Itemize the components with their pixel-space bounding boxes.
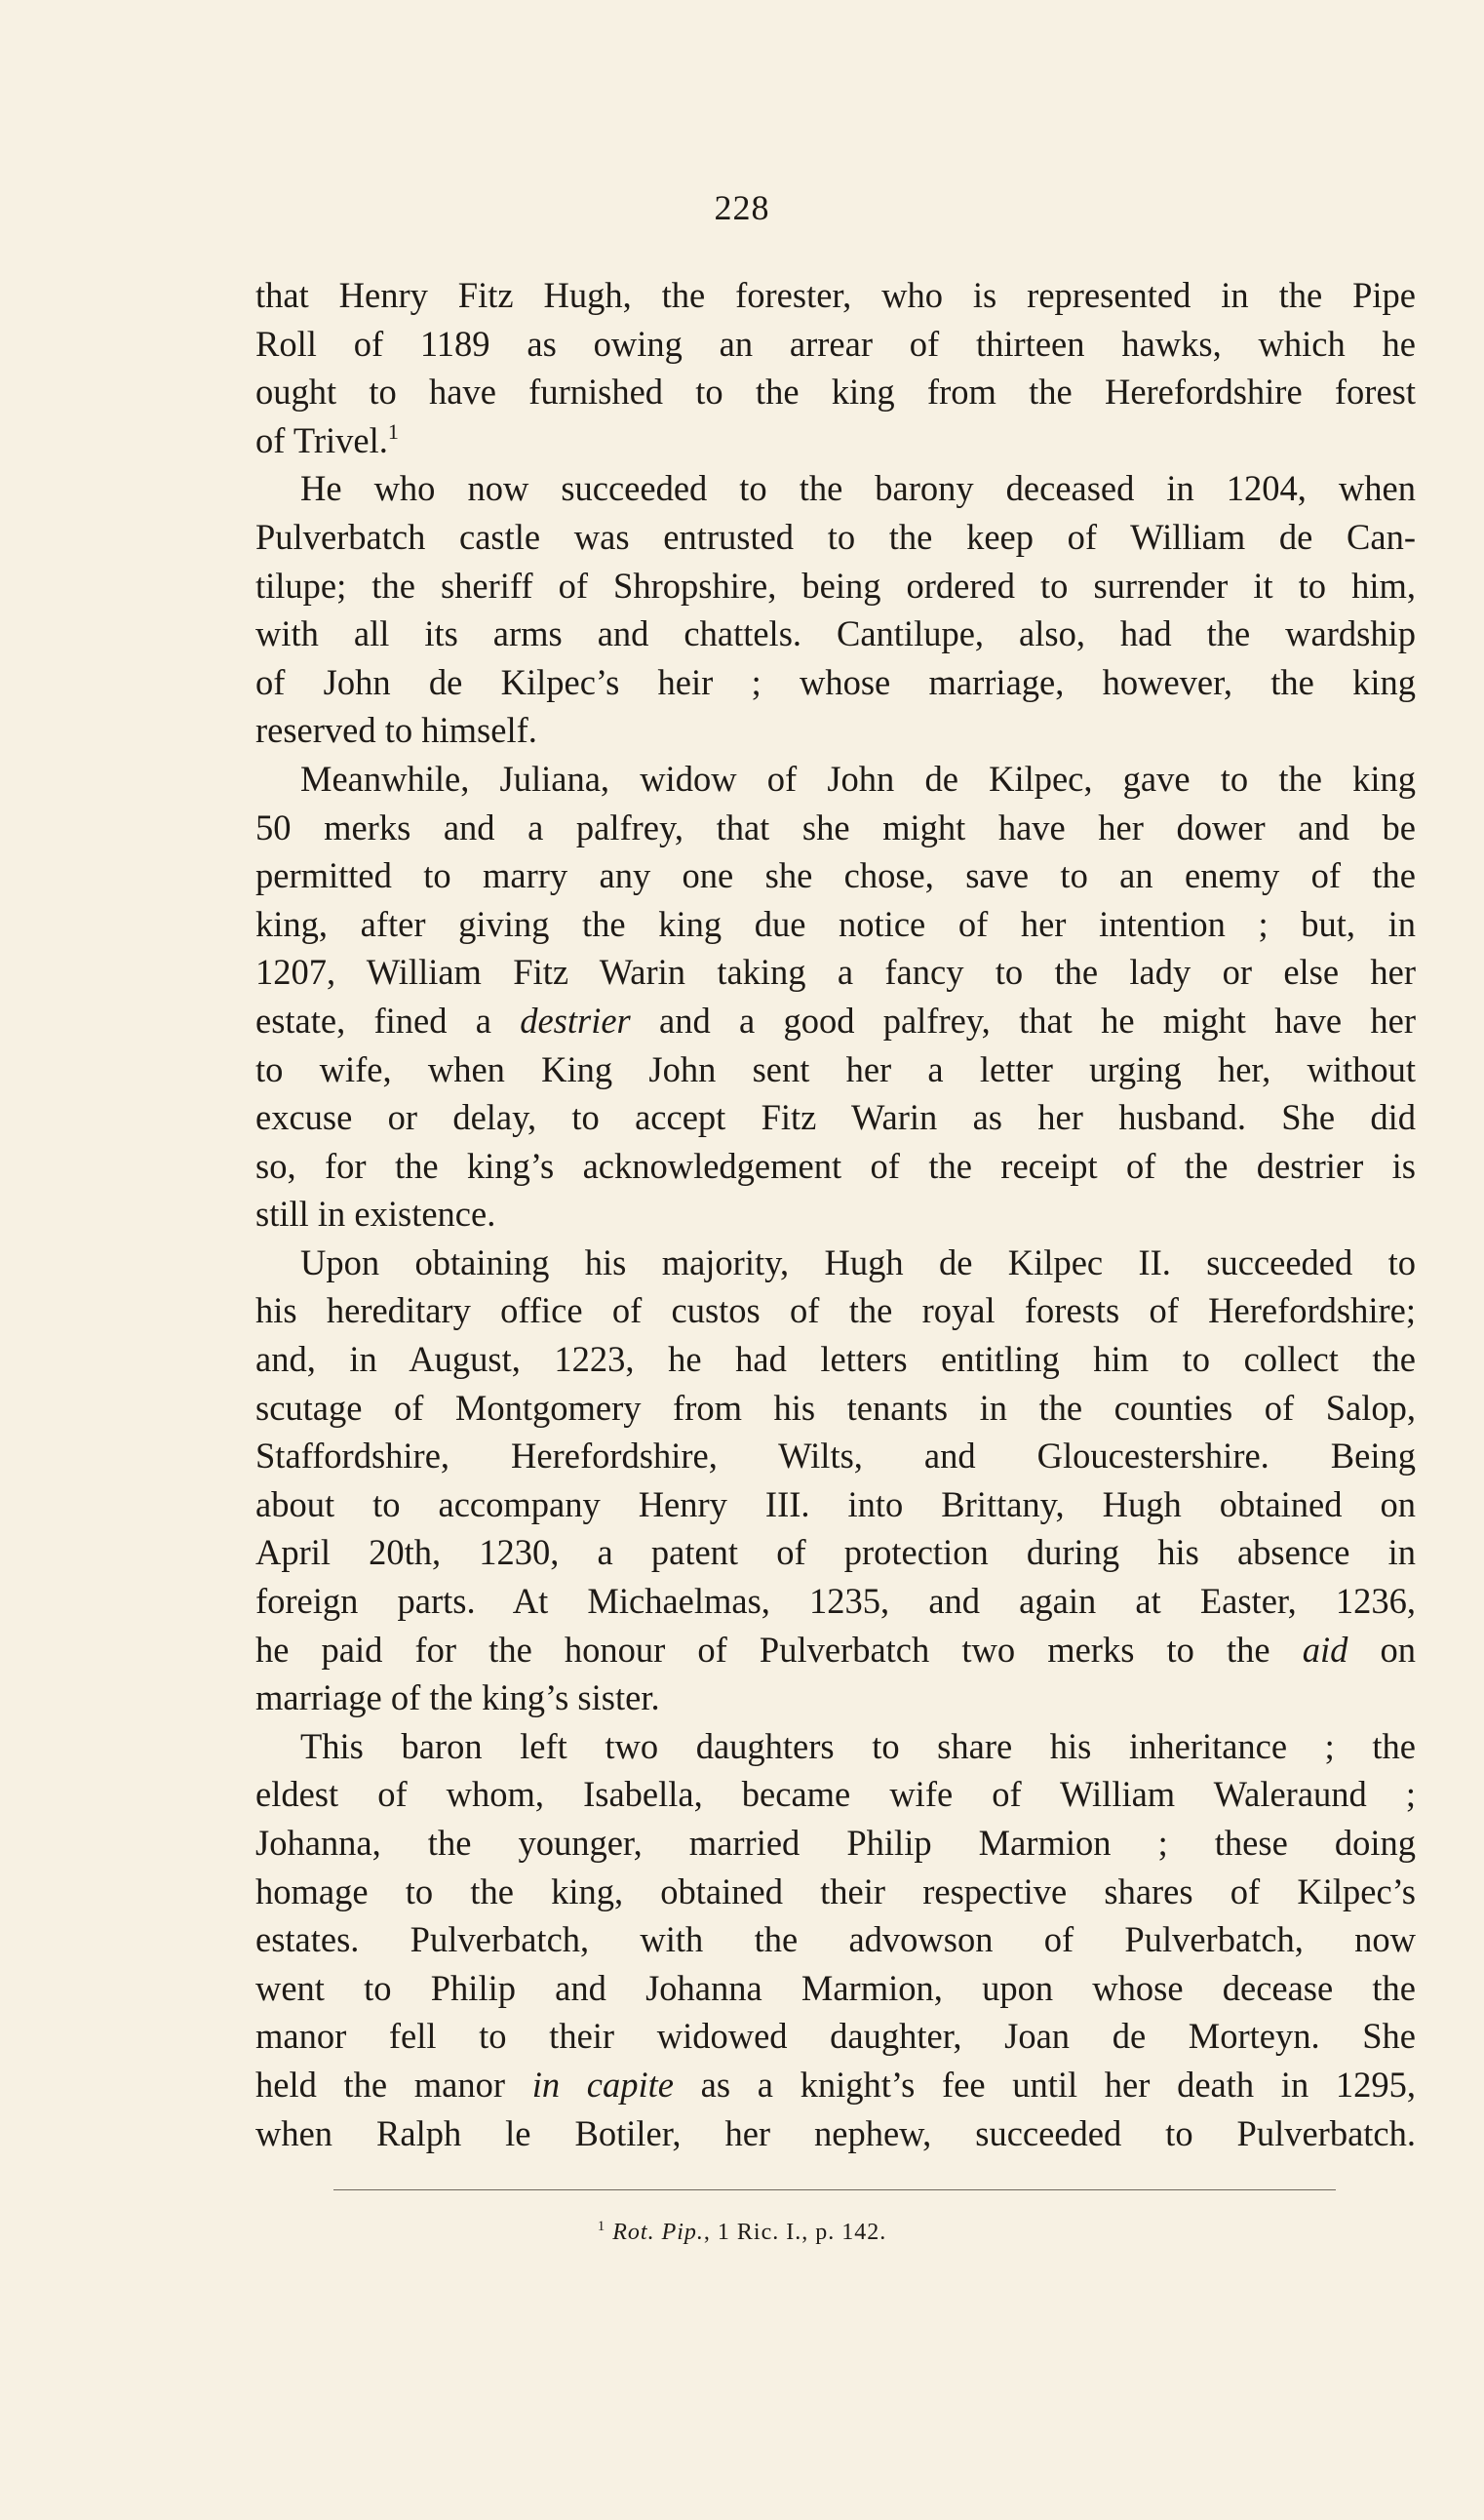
paragraph-4 (255, 1239, 1416, 1722)
paragraph-5 (255, 1722, 1416, 2157)
text-line: king, after giving the king due notice of her intention ; but, in (255, 903, 1416, 944)
text-line: that Henry Fitz Hugh, the forester, who is represented in the Pipe (255, 275, 1416, 315)
paragraph-1 (255, 271, 1416, 464)
page-number: 228 (714, 188, 770, 227)
text-segment: held the manor (255, 2064, 532, 2105)
footnote (0, 2220, 1484, 2246)
text-line: Staffordshire, Herefordshire, Wilts, and Gloucestershire. Being (255, 1436, 1416, 1477)
text-segment: estate, fined a (255, 1000, 521, 1041)
text-line: homage to the king, obtained their respective shares of Kilpec’s (255, 1870, 1416, 1911)
text-line: Roll of 1189 as owing an arrear of thirteen hawks, which he (255, 323, 1416, 364)
text-line: his hereditary office of custos of the royal forests of Herefordshire; (255, 1290, 1416, 1331)
text-line: 1207, William Fitz Warin taking a fancy to the lady or else her (255, 952, 1416, 993)
footnote-citation: , 1 Ric. I., p. 142. (703, 2220, 887, 2245)
text-line (255, 2061, 1416, 2109)
text-line: of John de Kilpec’s heir ; whose marriage, however, the king (255, 661, 1416, 702)
text-segment: on (1347, 1629, 1416, 1670)
italic-term: aid (1302, 1629, 1348, 1670)
text-line: scutage of Montgomery from his tenants in the counties of Salop, (255, 1387, 1416, 1428)
italic-term: in capite (531, 2064, 674, 2105)
footnote-source: Rot. Pip. (612, 2220, 704, 2245)
text-line: This baron left two daughters to share his inheritance ; the (300, 1725, 1416, 1766)
text-line: Johanna, the younger, married Philip Marmion ; these doing (255, 1823, 1416, 1863)
text-line: still in existence. (255, 1194, 496, 1235)
text-segment: as a knight’s fee until her death in 1295, (674, 2064, 1417, 2105)
body-text (255, 271, 1416, 2157)
text-line: estates. Pulverbatch, with the advowson of Pulverbatch, now (255, 1919, 1416, 1960)
text-line: ought to have furnished to the king from the Herefordshire forest (255, 372, 1416, 413)
text-line: Upon obtaining his majority, Hugh de Kilpec II. succeeded to (300, 1241, 1416, 1282)
text-line: permitted to marry any one she chose, save to an enemy of the (255, 855, 1416, 896)
italic-term: destrier (520, 1000, 631, 1041)
text-line: to wife, when King John sent her a letter urging her, without (255, 1048, 1416, 1089)
text-line (255, 997, 1416, 1045)
text-line: about to accompany Henry III. into Brittany, Hugh obtained on (255, 1483, 1416, 1524)
text-line: so, for the king’s acknowledgement of the receipt of the destrier is (255, 1145, 1416, 1186)
text-line: manor fell to their widowed daughter, Joan de Morteyn. She (255, 2016, 1416, 2057)
paragraph-2 (255, 464, 1416, 755)
text-line: excuse or delay, to accept Fitz Warin as her husband. She did (255, 1097, 1416, 1138)
text-segment: he paid for the honour of Pulverbatch two merks to the (255, 1629, 1303, 1670)
text-line: He who now succeeded to the barony deceased in 1204, when (300, 468, 1416, 509)
text-line: April 20th, 1230, a patent of protection during his absence in (255, 1532, 1416, 1573)
footnote-marker: 1 (597, 2219, 606, 2234)
text-line: tilupe; the sheriff of Shropshire, being ordered to surrender it to him, (255, 565, 1416, 606)
footnote-reference: 1 (387, 418, 399, 444)
text-segment: and a good palfrey, that he might have her (630, 1000, 1416, 1041)
text-line: Meanwhile, Juliana, widow of John de Kilpec, gave to the king (300, 758, 1416, 799)
paragraph-3 (255, 755, 1416, 1239)
text-line: 50 merks and a palfrey, that she might have her dower and be (255, 807, 1416, 847)
text-line: foreign parts. At Michaelmas, 1235, and again at Easter, 1236, (255, 1581, 1416, 1622)
text-line: when Ralph le Botiler, her nephew, succeeded to Pulverbatch. (255, 2112, 1416, 2153)
text-line: eldest of whom, Isabella, became wife of William Waleraund ; (255, 1774, 1416, 1815)
text-line: reserved to himself. (255, 710, 537, 751)
footnote-divider (333, 2189, 1336, 2190)
text-line: marriage of the king’s sister. (255, 1677, 660, 1718)
text-line: Pulverbatch castle was entrusted to the keep of William de Can- (255, 516, 1416, 557)
text-line (255, 416, 1416, 465)
text-line (255, 1626, 1416, 1674)
text-segment: of Trivel. (255, 419, 388, 460)
text-line: with all its arms and chattels. Cantilupe, also, had the wardship (255, 613, 1416, 654)
text-line: and, in August, 1223, he had letters entitling him to collect the (255, 1339, 1416, 1380)
text-line: went to Philip and Johanna Marmion, upon whose decease the (255, 1967, 1416, 2008)
